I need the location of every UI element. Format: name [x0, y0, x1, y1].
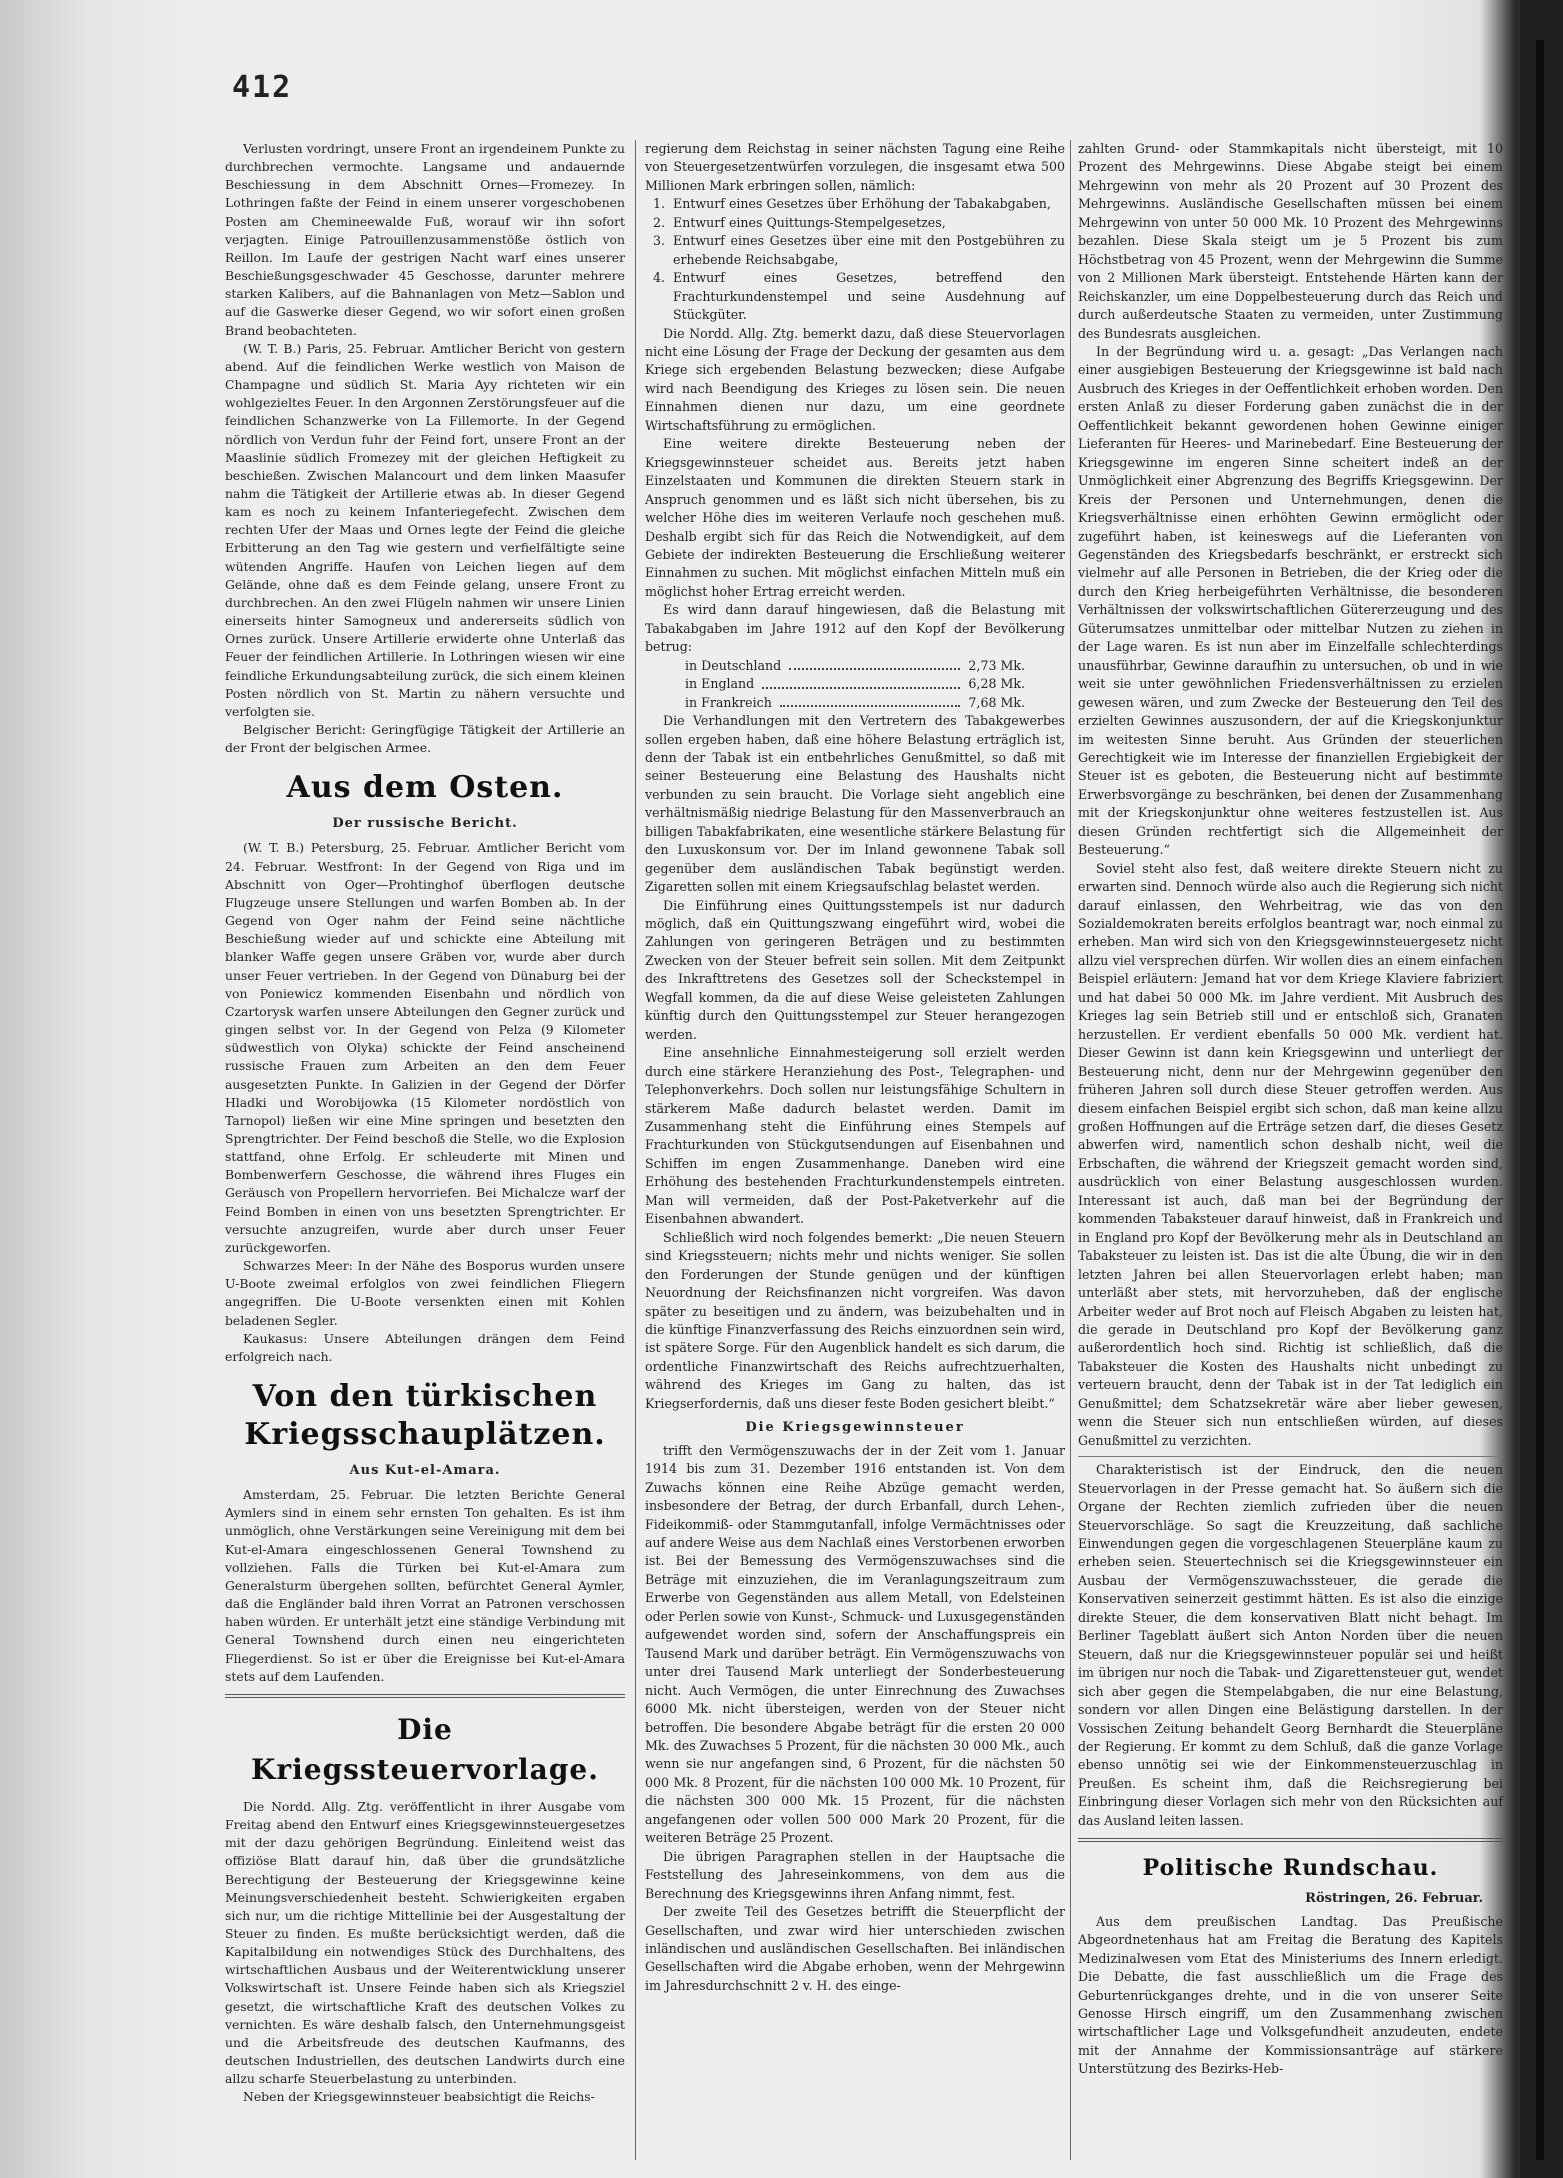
paragraph: Eine ansehnliche Einnahmesteigerung soll erzielt werden durch eine stärkere Heranziehung des Post-, Telegraphen- und Telephonverkehrs. Doch sollen nur leistungsfähige Schultern in stärkerem Maße dadurch belastet werden. Damit im Zusammenhang steht die Einführung eines Stempels auf Frachturkunden von Stückgutsendungen auf Eisenbahnen und Schiffen im engen Zusammenhange. Daneben wird eine Erhöhung des bestehenden Frachturkundenstempels eintreten. Man will vermeiden, daß der Post-Paketverkehr auf die Eisenbahnen abwandert.: [645, 1045, 1065, 1227]
paragraph: Belgischer Bericht: Geringfügige Tätigkeit der Artillerie an der Front der belgischen Armee.: [225, 722, 625, 756]
paragraph: Verlusten vordringt, unsere Front an irgendeinem Punkte zu durchbrechen vermochte. Langsame und andauernde Beschiessung in dem Abschnitt Ornes—Fromezey. In Lothringen faßte der Feind in einem unserer vorgeschobenen Posten am Chemineewalde Fuß, worauf wir ihn sofort verjagten. Einige Patrouillenzusammenstöße östlich von Reillon. Im Laufe der gestrigen Nacht warf eines unserer Beschießungsgeschwader 45 Geschosse, darunter mehrere starken Kalibers, auf die Bahnanlagen von Metz—Sablon und auf die Gaswerke dieser Gegend, wo wir sofort einen großen Brand beobachteten.: [225, 141, 625, 338]
paragraph: Eine weitere direkte Besteuerung neben der Kriegsgewinnsteuer scheidet aus. Bereits jetzt haben Einzelstaaten und Kommunen die direkten Steuern stark in Anspruch genommen und es läßt sich nicht übersehen, bis zu welcher Höhe dies im weiteren Verlaufe noch geschehen muß. Deshalb ergibt sich für das Reich die Notwendigkeit, auf dem Gebiete der indirekten Besteuerung die Erschließung weiterer Einnahmen zu suchen. Mit möglichst einfachen Mitteln muß ein möglichst hoher Ertrag erreicht werden.: [645, 436, 1065, 599]
tax-table-row: in Frankreich 7,68 Mk.: [685, 694, 1025, 710]
paragraph: trifft den Vermögenszuwachs der in der Zeit vom 1. Januar 1914 bis zum 31. Dezember 1916 entstanden ist. Von dem Zuwachs können eine Reihe Abzüge gemacht werden, insbesondere der Betrag, der durch Erbanfall, durch Lehen-, Fideikommiß- oder Stammgutanfall, infolge Vermächtnisses oder auf andere Weise aus dem Nachlaß eines Verstorbenen erworben ist. Bei der Bemessung des Vermögenszuwachses sind die Beträge mit einzuziehen, die im Veranlagungszeitraum zum Erwerbe von Gegenständen aus allem Metall, von Edelsteinen oder Perlen sowie von Kunst-, Schmuck- und Luxusgegenständen aufgewendet worden sind, sofern der Anschaffungspreis ein Tausend Mark und darüber beträgt. Ein Vermögenszuwachs von unter drei Tausend Mark unterliegt der Sonderbesteuerung nicht. Auch Vermögen, die unter Einrechnung des Zuwachses 6000 Mk. nicht übersteigen, werden von der Steuer nicht betroffen. Die besondere Abgabe beträgt für die ersten 20 000 Mk. des Zuwachses 5 Prozent, für die nächsten 30 000 Mk., auch wenn sie nur angefangen sind, 6 Prozent, für die nächsten 50 000 Mk. 8 Prozent, für die nächsten 100 000 Mk. 10 Prozent, für die nächsten 300 000 Mk. 15 Prozent, für die nächsten angefangenen oder vollen 500 000 Mark 20 Prozent, für die weiteren Beträge 25 Prozent.: [645, 1442, 1065, 1846]
paragraph: Charakteristisch ist der Eindruck, den die neuen Steuervorlagen in der Presse gemacht hat. So äußern sich die Organe der Rechten ziemlich zufrieden über die neuen Steuervorschläge. So sagt die Kreuzzeitung, daß sachliche Einwendungen gegen die vorgeschlagenen Steuerpläne kaum zu erheben seien. Steuertechnisch sei die Kriegsgewinnsteuer ein Ausbau der Vermögenszuwachssteuer, die gerade die Konservativen seinerzeit gestimmt hätten. Es ist also die einzige direkte Steuer, die dem konservativen Blatt nicht behagt. Im Berliner Tageblatt äußert sich Anton Norden über die neuen Steuern, daß nur die Kriegsgewinnsteuer populär sei und heißt im übrigen nur noch die Tabak- und Zigarettensteuer gut, wendet sich aber gegen die Stempelabgaben, die nur eine Belastung, sondern vor allen Dingen eine Belästigung darstellen. In der Vossischen Zeitung behandelt Georg Bernhardt die Steuerpläne der Regierung. Er kommt zu dem Schluß, daß die ganze Vorlage ebenso unnötig sei wie der Einkommensteuerzuschlag in Preußen. Es scheint ihm, daß die Reichsregierung bei Einbringung dieser Vorlagen sich mehr von den Rücksichten auf das Ausland leiten lassen.: [1078, 1462, 1503, 1828]
paragraph: Der zweite Teil des Gesetzes betrifft die Steuerpflicht der Gesellschaften, und zwar wird hier unterschieden zwischen inländischen und ausländischen Gesellschaften. Bei inländischen Gesellschaften wird die Abgabe erhoben, wenn der Mehrgewinn im Jahresdurchschnitt 2 v. H. des einge-: [645, 1904, 1065, 1993]
tax-table-row: in Deutschland 2,73 Mk.: [685, 657, 1025, 673]
paragraph: (W. T. B.) Paris, 25. Februar. Amtlicher Bericht von gestern abend. Auf die feindlichen Werke westlich von Maison de Champagne und südlich St. Maria Ayy richteten wir ein wohlgezieltes Feuer. In den Argonnen Zerstörungsfeuer auf die feindlichen Schanzwerke von La Fillemorte. In der Gegend nördlich von Verdun fuhr der Feind fort, unsere Front an der Maaslinie südlich Fromezey mit der gleichen Heftigkeit zu beschießen. Zwischen Malancourt und dem linken Maasufer nahm die Tätigkeit der Artillerie etwas ab. In dieser Gegend kam es noch zu keinem Infanteriegefecht. Zwischen dem rechten Ufer der Maas und Ornes legte der Feind die gleiche Erbitterung an den Tag wie gestern und verfielfältigte seine wütenden Angriffe. Haufen von Leichen liegen auf dem Gelände, ohne daß es dem Feinde gelang, unsere Front zu durchbrechen. An den zwei Flügeln nahmen wir unsere Linien einerseits hinter Samogneux und andererseits südlich von Ornes zurück. Unsere Artillerie erwiderte ohne Unterlaß das Feuer der feindlichen Artillerie. In Lothringen wiesen wir eine feindliche Erkundungsabteilung zurück, die sich einem kleinen Posten nördlich von St. Martin zu nähern versuchte und verfolgten sie.: [225, 340, 625, 719]
section-rule: [1078, 1838, 1503, 1842]
paragraph: Die Einführung eines Quittungsstempels ist nur dadurch möglich, daß ein Quittungszwang eingeführt wird, wobei die Zahlungen von geringeren Beträgen und zu bestimmten Zwecken von der Steuer befreit sein sollen. Mit dem Zeitpunkt des Inkrafttretens des Gesetzes soll der Scheckstempel in Wegfall kommen, da die auf diese Weise geleisteten Zahlungen künftig durch den Quittungsstempel zur Steuer herangezogen werden.: [645, 897, 1065, 1042]
paragraph: regierung dem Reichstag in seiner nächsten Tagung eine Reihe von Steuergesetzentwürfen vorzulegen, die insgesamt etwa 500 Millionen Mark erbringen sollen, nämlich:: [645, 141, 1065, 193]
column-3: [1078, 140, 1503, 2079]
list-item: 3. Entwurf eines Gesetzes über eine mit den Postgebühren zu erhebende Reichsabgabe,: [653, 233, 1065, 267]
paragraph: Die Verhandlungen mit den Vertretern des Tabakgewerbes sollen ergeben haben, daß eine höhere Belastung erträglich ist, denn der Tabak ist ein entbehrliches Genußmittel, so daß mit seiner Besteuerung eine Belastung des Haushalts nicht verbunden zu sein braucht. Die Vorlage sieht angeblich eine verhältnismäßig niedrige Belastung für den Massenverbrauch an billigen Tabakfabrikaten, eine wesentliche stärkere Belastung für den Luxuskonsum vor. Der im Inland gewonnene Tabak soll gegenüber dem ausländischen Tabak begünstigt werden. Zigaretten sollen mit einem Kriegsaufschlag belastet werden.: [645, 713, 1065, 895]
book-binding: [1536, 40, 1544, 2160]
paragraph: (W. T. B.) Petersburg, 25. Februar. Amtlicher Bericht vom 24. Februar. Westfront: In der Gegend von Riga und im Abschnitt von Oger—Prohtinghof überflogen deutsche Flugzeuge unsere Stellungen und warfen Bomben ab. In der Gegend von Oger nahm der Feind seine nächtliche Beschießung wieder auf und schickte eine Abteilung mit blanker Waffe gegen unsere Gräben vor, wurde aber durch unser Feuer vertrieben. In der Gegend von Dünaburg bei der von Poniewicz kommenden Eisenbahn und nördlich von Czartorysk warfen unsere Abteilungen den Gegner zurück und gingen selbst vor. In der Gegend von Pelza (9 Kilometer südwestlich von Olyka) schickte der Feind anscheinend russische Frauen zum Arbeiten an den dem Feuer ausgesetzten Punkte. In Galizien in der Gegend der Dörfer Hladki und Worobijowka (15 Kilometer nordöstlich von Tarnopol) ließen wir eine Mine springen und besetzten den Sprengtrichter. Der Feind beschoß die Stelle, wo die Explosion stattfand, ohne Erfolg. Er schleuderte mit Minen und Bombenwerfern Geschosse, die während ihres Fluges ein Geräusch von Propellern hervorriefen. Bei Michalcze warf der Feind Bomben in einen von uns besetzten Sprengtrichter. Er versuchte anzugreifen, wurde aber durch unser Feuer zurückgeworfen.: [225, 840, 625, 1255]
page-number: 412: [232, 70, 293, 105]
list-item: 4. Entwurf eines Gesetzes, betreffend den Frachturkundenstempel und seine Ausdehnung auf Stückgüter.: [653, 270, 1065, 323]
paragraph: Kaukasus: Unsere Abteilungen drängen dem Feind erfolgreich nach.: [225, 1330, 625, 1364]
column-1: [225, 140, 625, 2107]
section-rule: [225, 1694, 625, 1698]
paragraph: Die Nordd. Allg. Ztg. bemerkt dazu, daß diese Steuervorlagen nicht eine Lösung der Frage der Deckung der gesamten aus dem Kriege sich ergebenden Belastung bezwecken; diese Aufgabe wird nach Beendigung des Krieges zu lösen sein. Die neuen Einnahmen dienen nur dazu, um eine geordnete Wirtschaftsführung zu ermöglichen.: [645, 325, 1065, 433]
subheading: Der russische Bericht.: [332, 816, 518, 832]
paragraph: Die Nordd. Allg. Ztg. veröffentlicht in ihrer Ausgabe vom Freitag abend den Entwurf eines Kriegsgewinnsteuergesetzes mit der dazu gehörigen Begründung. Einleitend weist das offiziöse Blatt darauf hin, daß über die grundsätzliche Berechtigung der Besteuerung der Kriegsgewinne keine Meinungsverschiedenheit besteht. Schwierigkeiten ergaben sich nur, um die richtige Mittellinie bei der Ausgestaltung der Steuer zu finden. Es mußte berücksichtigt werden, daß die Kapitalbildung ein notwendiges Stück des Durchhaltens, des wirtschaftlichen Ausbaus und der Weiterentwicklung unserer Volkswirtschaft ist. Unsere Feinde haben sich als Kriegsziel gesetzt, die wirtschaftliche Kraft des deutschen Volkes zu vernichten. Es wäre deshalb falsch, den Unternehmungsgeist und die Arbeitsfreude des deutschen Kaufmanns, des deutschen Industriellen, des deutschen Landwirts durch eine allzu scharfe Steuerbelastung zu unterbinden.: [225, 1798, 625, 2087]
tax-table-row: in England 6,28 Mk.: [685, 676, 1025, 692]
column-divider: [1070, 140, 1071, 2160]
section-heading: Die Kriegssteuervorlage.: [251, 1712, 599, 1786]
paragraph: Die übrigen Paragraphen stellen in der Hauptsache die Feststellung des Jahreseinkommens, von dem aus die Berechnung des Kriegsgewinns ihren Anfang nimmt, fest.: [645, 1848, 1065, 1901]
section-heading: Von den türkischen Kriegsschauplätzen.: [244, 1379, 606, 1452]
paragraph: Neben der Kriegsgewinnsteuer beabsichtigt die Reichs-: [243, 2089, 595, 2105]
list-item: 1. Entwurf eines Gesetzes über Erhöhung der Tabakabgaben,: [653, 196, 1051, 212]
paragraph: In der Begründung wird u. a. gesagt: „Das Verlangen nach einer ausgiebigen Besteuerung der Kriegsgewinne ist bald nach Ausbruch des Krieges in der Oeffentlichkeit erhoben worden. Den ersten Anlaß zu dieser Forderung gaben zunächst die in der Oeffentlichkeit bekannt gewordenen hohen Gewinne einiger Lieferanten für Heeres- und Marinebedarf. Eine Besteuerung der Kriegsgewinne im engeren Sinne scheitert indeß an der Unmöglichkeit einer Abgrenzung des Begriffs Kriegsgewinn. Der Kreis der Personen und Unternehmungen, denen die Kriegsverhältnisse einen erhöhten Gewinn ermöglicht oder zugeführt haben, ist keineswegs auf die Lieferanten von Gegenständen des Kriegsbedarfs beschränkt, er erstreckt sich vielmehr auf alle Personen in Betrieben, die der Krieg oder die durch den Krieg herbeigeführten Verhältnisse, die besonderen Verhältnissen der volkswirtschaftlichen Gütererzeugung und des Güterumsatzes unmittelbar oder mittelbar Nutzen zu ziehen in der Lage waren. Es ist nun aber im Einzelfalle schlechterdings unausführbar, Gewinne daraufhin zu untersuchen, ob und in wie weit sie unter gewöhnlichen Friedensverhältnissen zu erzielen gewesen wären, und zum Zwecke der Besteuerung den Teil des erzielten Gewinnes auszusondern, der auf die Kriegskonjunktur im weitesten Sinne beruht. Aus Gründen der steuerlichen Gerechtigkeit wie im Interesse der finanziellen Ergiebigkeit der Steuer ist es geboten, die Besteuerung nicht auf bestimmte Erwerbsvorgänge zu beschränken, bei denen der Zusammenhang mit der Kriegskonjunktur ohne weiteres festzustellen ist. Aus diesen Gründen rechtfertigt sich die Allgemeinheit der Besteuerung.“: [1078, 343, 1503, 858]
paragraph: zahlten Grund- oder Stammkapitals nicht übersteigt, mit 10 Prozent des Mehrgewinns. Diese Abgabe steigt bei einem Mehrgewinn von mehr als 20 Prozent auf 30 Prozent des Mehrgewinns. Ausländische Gesellschaften müssen bei einem Mehrgewinn von unter 50 000 Mk. 10 Prozent des Mehrgewinns bezahlen. Diese Skala steigt um je 5 Prozent bis zum Höchstbetrag von 45 Prozent, wenn der Mehrgewinn die Summe von 2 Millionen Mark übersteigt. Entstehende Härten kann der Reichskanzler, um eine Doppelbesteuerung durch das Reich und durch außerdeutsche Staaten zu vermeiden, unter Zustimmung des Bundesrats ausgleichen.: [1078, 141, 1503, 341]
subheading: Die Kriegsgewinnsteuer: [745, 1420, 965, 1436]
dateline: Röstringen, 26. Februar.: [1305, 1891, 1483, 1907]
paragraph: Schwarzes Meer: In der Nähe des Bosporus wurden unsere U-Boote zweimal erfolglos von zwei feindlichen Fliegern angegriffen. Die U-Boote versenkten einen mit Kohlen beladenen Segler.: [225, 1258, 625, 1328]
subheading: Aus Kut-el-Amara.: [349, 1463, 501, 1478]
column-2: [645, 140, 1065, 1995]
paragraph: Soviel steht also fest, daß weitere direkte Steuern nicht zu erwarten sind. Dennoch würde also auch die Regierung sich nicht darauf einlassen, den Wehrbeitrag, wie das von den Sozialdemokraten bereits erfolglos beantragt war, noch einmal zu erheben. Man wird sich von den Kriegsgewinnsteuergesetz nicht allzu viel versprechen dürfen. Wir wollen dies an einem einfachen Beispiel erläutern: Jemand hat vor dem Kriege Klaviere fabriziert und hat dabei 50 000 Mk. im Jahre verdient. Mit Ausbruch des Krieges lag sein Betrieb still und er entschloß sich, Granaten herzustellen. Er verdient ebenfalls 50 000 Mk. verdient hat. Dieser Gewinn ist dann kein Kriegsgewinn und unterliegt der Besteuerung nicht, denn nur der Mehrgewinn gegenüber den früheren Jahren soll durch diese Steuer getroffen werden. Aus diesem einfachen Beispiel ergibt sich schon, daß man keine allzu großen Hoffnungen auf die Erträge setzen darf, die dieses Gesetz abwerfen wird, namentlich schon deshalb nicht, weil die Erbschaften, die während der Kriegszeit gemacht worden sind, ausdrücklich von einer Belastung ausgeschlossen wurden. Interessant ist auch, daß man bei der Begründung der kommenden Tabaksteuer darauf hinweist, daß in Frankreich und in England pro Kopf der Bevölkerung mehr als in Deutschland an Tabaksteuer zu leisten ist. Das ist die alte Übung, die wir in den letzten Jahren bei allen Steuervorlagen erlebt haben; man unterläßt aber stets, mit hervorzuheben, daß der englische Arbeiter weder auf Brot noch auf Fleisch Abgaben zu leisten hat, die gerade in Deutschland pro Kopf der Bevölkerung ganz außerordentlich hoch sind. Richtig ist schließlich, daß die Tabaksteuer die Kosten des Haushalts nicht unbedingt zu verteuern braucht, denn der Tabak ist in der Tat lediglich ein Genußmittel; dem Schatzsekretär wäre aber lieber gewesen, wenn die Steuer sich nun entschließen würden, auf dieses Genußmittel zu verzichten.: [1078, 860, 1503, 1448]
paragraph: Aus dem preußischen Landtag. Das Preußische Abgeordnetenhaus hat am Freitag die Beratung des Kapitels Medizinalwesen vom Etat des Ministeriums des Innern erledigt. Die Debatte, die fast ausschließlich um die Frage des Geburtenrückganges drehte, und in die von unserer Seite Genosse Hirsch eingriff, um den Zusammenhang zwischen wirtschaftlicher Lage und Volksgefundheit anzudeuten, endete mit der Annahme der Kommissionsanträge auf stärkere Unterstützung des Bezirks-Heb-: [1078, 1913, 1503, 2077]
paragraph: Schließlich wird noch folgendes bemerkt: „Die neuen Steuern sind Kriegssteuern; nichts mehr und nichts weniger. Sie sollen den Forderungen der Stunde genügen und der künftigen Neuordnung der Reichsfinanzen nicht vorgreifen. Was davon später zu beseitigen und zu ändern, was beizubehalten und in die künftige Finanzverfassung des Reichs einzuordnen sein wird, ist spätere Sorge. Für den Augenblick handelt es sich darum, die ordentliche Finanzwirtschaft des Reichs aufrechtzuerhalten, während des Krieges im Gang zu halten, das ist Kriegserfordernis, daß uns dieser feste Boden gesichert bleibt.“: [645, 1229, 1065, 1411]
column-divider: [635, 140, 636, 2160]
list-item: 2. Entwurf eines Quittungs-Stempelgesetzes,: [653, 214, 946, 230]
divider-rule: [1078, 1456, 1503, 1457]
paragraph: Es wird dann darauf hingewiesen, daß die Belastung mit Tabakabgaben im Jahre 1912 auf den Kopf der Bevölkerung betrug:: [645, 602, 1065, 655]
section-heading: Aus dem Osten.: [286, 770, 564, 806]
section-heading: Politische Rundschau.: [1142, 1855, 1439, 1882]
paragraph: Amsterdam, 25. Februar. Die letzten Berichte General Aymlers sind in einem sehr ernsten Ton gehalten. Es ist ihm unmöglich, ohne Verstärkungen seine Vereinigung mit dem bei Kut-el-Amara eingeschlossenen General Townshend zu vollziehen. Falls die Türken bei Kut-el-Amara zum Generalsturm übergehen sollten, befürchtet General Aymler, daß die Engländer bald ihren Vorrat an Patronen verschossen haben würden. Er unterhält jetzt eine ständige Verbindung mit General Townshend durch einen neu eingerichteten Fliegerdienst. So ist er über die Ereignisse bei Kut-el-Amara stets auf dem Laufenden.: [225, 1487, 625, 1684]
